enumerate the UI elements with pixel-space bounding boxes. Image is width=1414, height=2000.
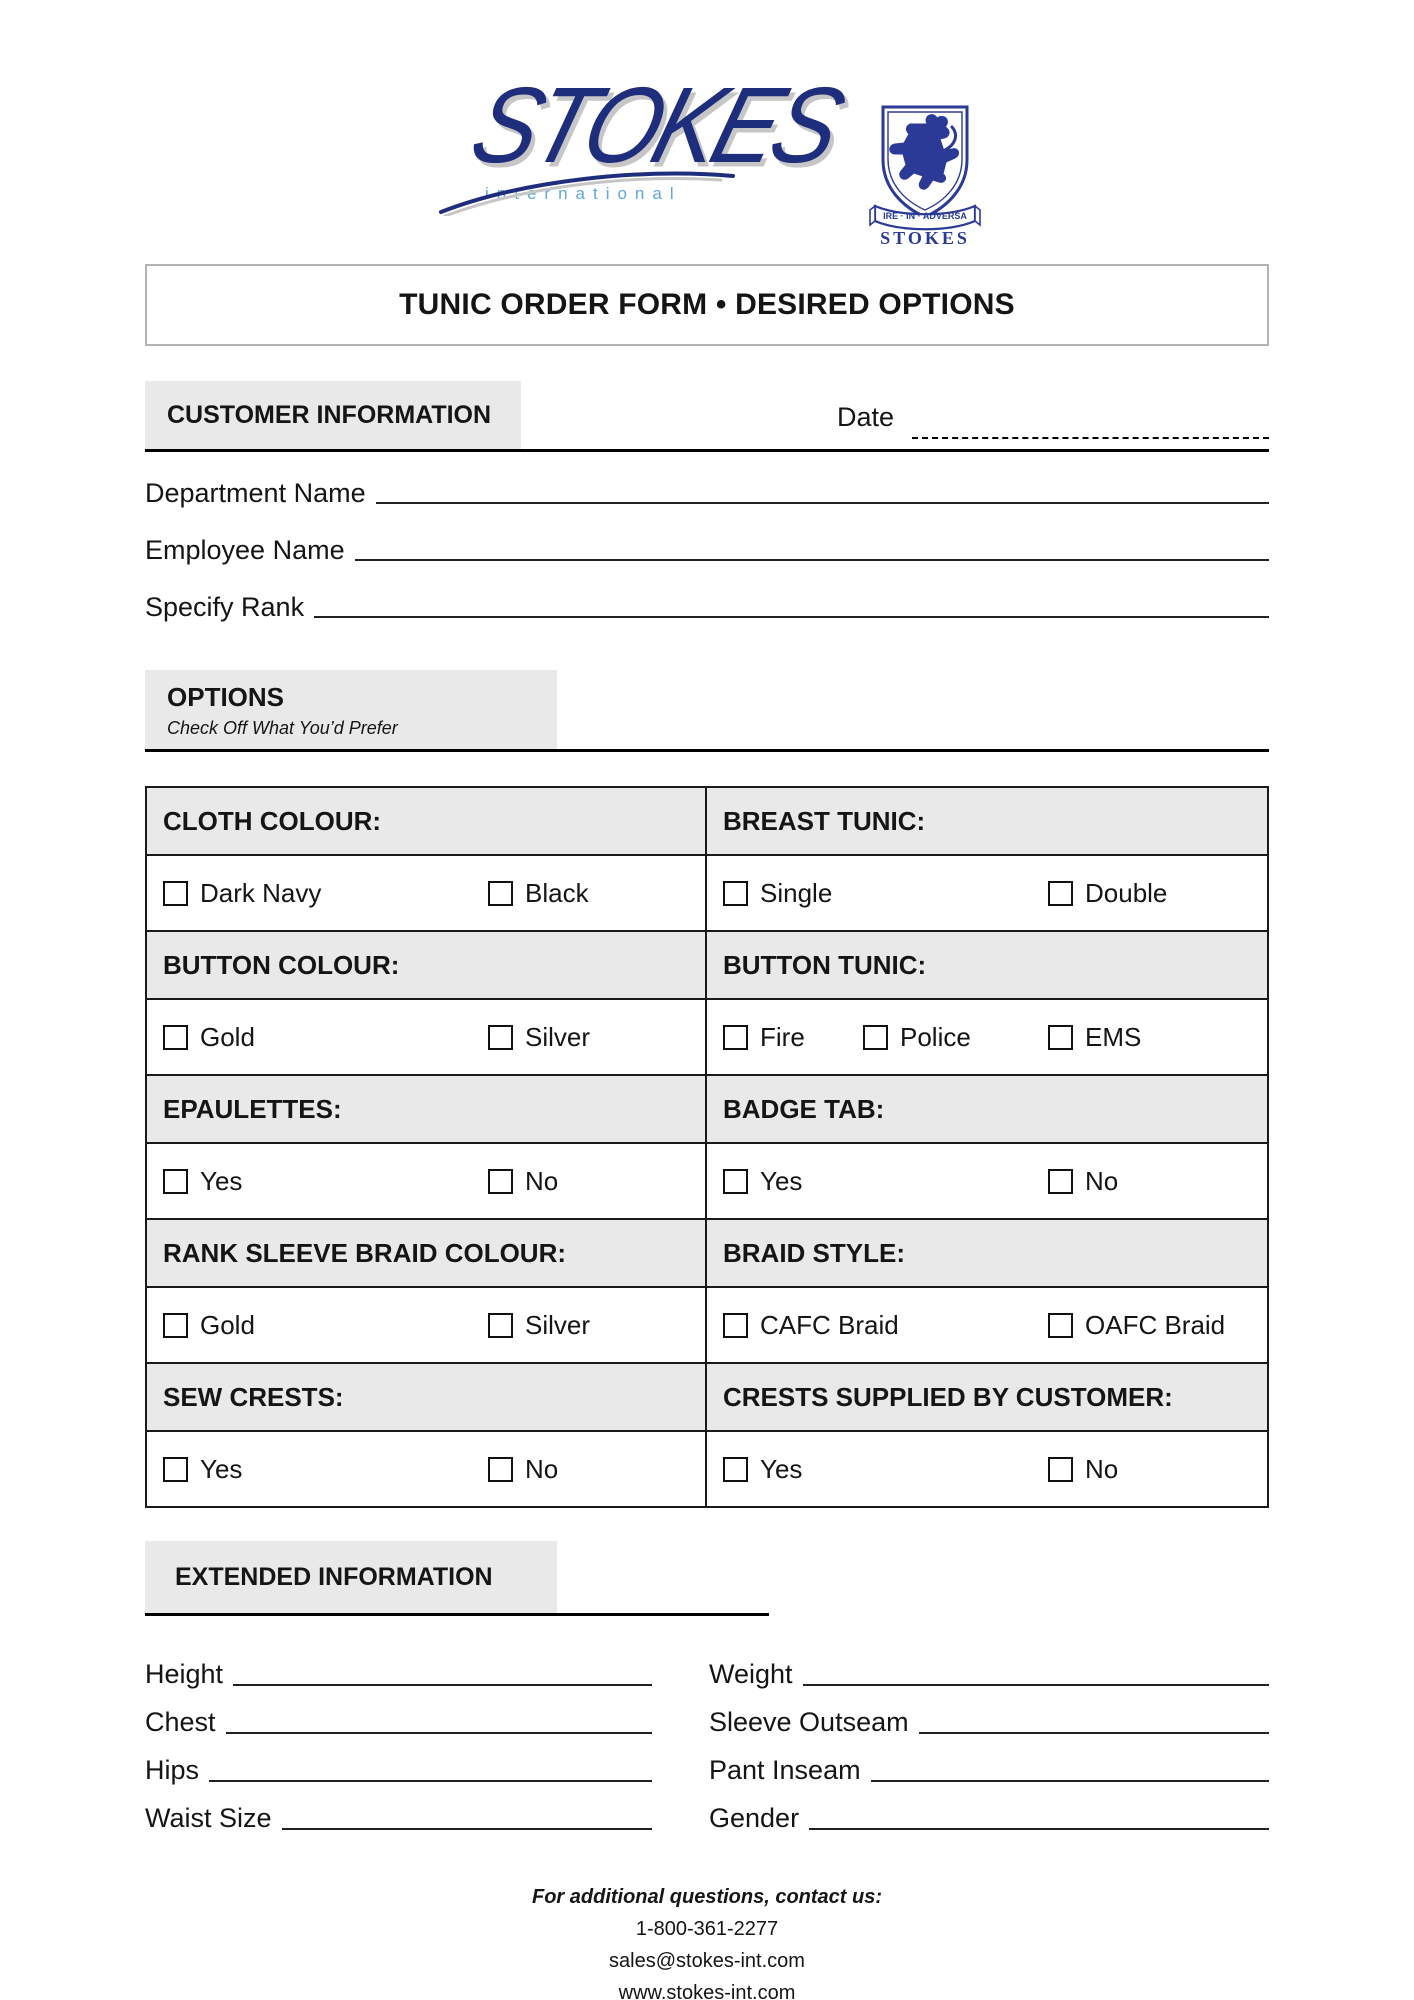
table-options-row	[147, 1000, 1267, 1074]
stokes-crest-icon	[869, 102, 981, 250]
badge-tab-header: BADGE TAB:	[723, 1094, 885, 1124]
option-ems	[1048, 1022, 1141, 1053]
specify-rank-label: Specify Rank	[145, 592, 305, 622]
crest-name: STOKES	[880, 228, 970, 248]
contact-footer	[145, 1886, 1269, 2000]
logo-header	[0, 0, 1414, 252]
department-name-label: Department Name	[145, 478, 366, 508]
button-tunic-header: BUTTON TUNIC:	[723, 950, 927, 980]
gender-input-line[interactable]	[809, 1828, 1269, 1830]
option-badge-tab-yes	[723, 1166, 1048, 1197]
chest-field	[145, 1690, 652, 1738]
table-header-row	[147, 1362, 1267, 1432]
footer-email[interactable]: sales@stokes-int.com	[609, 1950, 805, 1972]
option-black	[488, 878, 589, 909]
option-fire	[723, 1022, 863, 1053]
option-button-silver-label: Silver	[525, 1021, 591, 1052]
crests-supplied-options	[707, 1432, 1267, 1506]
specify-rank-input-line[interactable]	[314, 616, 1269, 618]
table-options-row	[147, 1288, 1267, 1362]
extended-fields-grid	[145, 1642, 1269, 1834]
options-subheading: Check Off What You’d Prefer	[167, 718, 398, 738]
employee-name-input-line[interactable]	[355, 559, 1269, 561]
option-button-silver	[488, 1022, 590, 1053]
epaulettes-header: EPAULETTES:	[147, 1076, 707, 1142]
option-double	[1048, 878, 1167, 909]
chest-label: Chest	[145, 1707, 216, 1737]
table-header-row	[147, 930, 1267, 1000]
checkbox-crests-supplied-no[interactable]	[1048, 1457, 1073, 1482]
checkbox-epaulettes-no[interactable]	[488, 1169, 513, 1194]
chest-input-line[interactable]	[226, 1732, 652, 1734]
options-heading: OPTIONS	[167, 682, 285, 712]
date-field	[837, 381, 1269, 449]
option-braid-silver-label: Silver	[525, 1309, 591, 1340]
option-crests-supplied-yes-label: Yes	[760, 1453, 803, 1484]
sleeve-outseam-field	[709, 1690, 1269, 1738]
option-oafc-braid	[1048, 1310, 1225, 1341]
customer-information-header-row	[145, 381, 1269, 449]
employee-name-label: Employee Name	[145, 535, 345, 565]
checkbox-ems[interactable]	[1048, 1025, 1073, 1050]
extended-section-rule	[145, 1613, 769, 1616]
option-sew-crests-yes	[163, 1454, 488, 1485]
customer-information-heading: CUSTOMER INFORMATION	[145, 381, 521, 449]
button-colour-header: BUTTON COLOUR:	[147, 932, 707, 998]
weight-label: Weight	[709, 1659, 793, 1689]
gender-field	[709, 1786, 1269, 1834]
table-options-row	[147, 856, 1267, 930]
checkbox-oafc-braid[interactable]	[1048, 1313, 1073, 1338]
option-epaulettes-yes-label: Yes	[200, 1165, 243, 1196]
crest-motto: IRE · IN · ADVERSA	[883, 211, 967, 221]
checkbox-epaulettes-yes[interactable]	[163, 1169, 188, 1194]
footer-phone: 1-800-361-2277	[635, 1918, 779, 1940]
option-braid-silver	[488, 1310, 590, 1341]
option-oafc-braid-label: OAFC Braid	[1085, 1309, 1226, 1340]
button-colour-options	[147, 1000, 707, 1074]
table-options-row	[147, 1432, 1267, 1506]
option-sew-crests-no	[488, 1454, 558, 1485]
checkbox-badge-tab-no[interactable]	[1048, 1169, 1073, 1194]
cloth-colour-header: CLOTH COLOUR:	[147, 788, 707, 854]
option-crests-supplied-yes	[723, 1454, 1048, 1485]
department-name-input-line[interactable]	[376, 502, 1269, 504]
option-cafc-braid	[723, 1310, 1048, 1341]
weight-field	[709, 1642, 1269, 1690]
option-badge-tab-yes-label: Yes	[760, 1165, 803, 1196]
checkbox-fire[interactable]	[723, 1025, 748, 1050]
option-epaulettes-yes	[163, 1166, 488, 1197]
department-name-field	[145, 452, 1269, 509]
pant-inseam-field	[709, 1738, 1269, 1786]
option-crests-supplied-no	[1048, 1454, 1118, 1485]
option-dark-navy	[163, 878, 488, 909]
rank-sleeve-braid-colour-header: RANK SLEEVE BRAID COLOUR:	[147, 1220, 707, 1286]
checkbox-police[interactable]	[863, 1025, 888, 1050]
checkbox-crests-supplied-yes[interactable]	[723, 1457, 748, 1482]
option-single	[723, 878, 1048, 909]
date-label: Date	[837, 402, 895, 432]
waist-size-field	[145, 1786, 652, 1834]
option-button-gold	[163, 1022, 488, 1053]
sleeve-outseam-label: Sleeve Outseam	[709, 1707, 909, 1737]
option-fire-label: Fire	[760, 1021, 805, 1052]
breast-tunic-options	[707, 856, 1267, 930]
sew-crests-options	[147, 1432, 707, 1506]
option-police	[863, 1022, 1048, 1053]
form-title: TUNIC ORDER FORM • DESIRED OPTIONS	[399, 288, 1015, 321]
date-input-line[interactable]	[912, 437, 1269, 439]
checkbox-braid-silver[interactable]	[488, 1313, 513, 1338]
table-options-row	[147, 1144, 1267, 1218]
option-police-label: Police	[900, 1021, 971, 1052]
checkbox-single[interactable]	[723, 881, 748, 906]
stokes-logo	[433, 65, 853, 204]
form-title-box	[145, 264, 1269, 346]
badge-tab-options	[707, 1144, 1267, 1218]
checkbox-button-silver[interactable]	[488, 1025, 513, 1050]
cloth-colour-options	[147, 856, 707, 930]
crests-supplied-header: CRESTS SUPPLIED BY CUSTOMER:	[723, 1382, 1173, 1412]
braid-style-header: BRAID STYLE:	[723, 1238, 905, 1268]
footer-website[interactable]: www.stokes-int.com	[618, 1982, 796, 2000]
option-button-gold-label: Gold	[200, 1021, 255, 1052]
options-heading-box	[145, 670, 557, 749]
logo-subtitle: international	[485, 184, 682, 203]
checkbox-black[interactable]	[488, 881, 513, 906]
height-field	[145, 1642, 652, 1690]
options-section-rule	[145, 749, 1269, 752]
option-braid-gold	[163, 1310, 488, 1341]
employee-name-field	[145, 509, 1269, 566]
hips-field	[145, 1738, 652, 1786]
table-header-row	[147, 1074, 1267, 1144]
gender-label: Gender	[709, 1803, 800, 1833]
checkbox-dark-navy[interactable]	[163, 881, 188, 906]
option-crests-supplied-no-label: No	[1085, 1453, 1119, 1484]
hips-input-line[interactable]	[209, 1780, 652, 1782]
option-cafc-braid-label: CAFC Braid	[760, 1309, 899, 1340]
checkbox-braid-gold[interactable]	[163, 1313, 188, 1338]
braid-style-options	[707, 1288, 1267, 1362]
option-badge-tab-no	[1048, 1166, 1118, 1197]
weight-input-line[interactable]	[803, 1684, 1269, 1686]
rank-sleeve-braid-colour-options	[147, 1288, 707, 1362]
options-table	[145, 786, 1269, 1508]
option-epaulettes-no	[488, 1166, 558, 1197]
option-sew-crests-no-label: No	[525, 1453, 559, 1484]
checkbox-badge-tab-yes[interactable]	[723, 1169, 748, 1194]
checkbox-cafc-braid[interactable]	[723, 1313, 748, 1338]
breast-tunic-header: BREAST TUNIC:	[723, 806, 926, 836]
pant-inseam-label: Pant Inseam	[709, 1755, 861, 1785]
checkbox-double[interactable]	[1048, 881, 1073, 906]
sew-crests-header: SEW CRESTS:	[147, 1364, 707, 1430]
epaulettes-options	[147, 1144, 707, 1218]
option-braid-gold-label: Gold	[200, 1309, 255, 1340]
options-header-row	[145, 670, 1269, 749]
table-header-row	[147, 1218, 1267, 1288]
option-sew-crests-yes-label: Yes	[200, 1453, 243, 1484]
option-ems-label: EMS	[1085, 1021, 1142, 1052]
specify-rank-field	[145, 566, 1269, 623]
checkbox-sew-crests-yes[interactable]	[163, 1457, 188, 1482]
waist-size-label: Waist Size	[145, 1803, 272, 1833]
button-tunic-options	[707, 1000, 1267, 1074]
option-double-label: Double	[1085, 877, 1168, 908]
footer-heading: For additional questions, contact us:	[531, 1886, 883, 1908]
option-black-label: Black	[525, 877, 589, 908]
option-single-label: Single	[760, 877, 833, 908]
height-label: Height	[145, 1659, 224, 1689]
option-badge-tab-no-label: No	[1085, 1165, 1119, 1196]
checkbox-button-gold[interactable]	[163, 1025, 188, 1050]
sleeve-outseam-input-line[interactable]	[919, 1732, 1269, 1734]
checkbox-sew-crests-no[interactable]	[488, 1457, 513, 1482]
extended-information-heading: EXTENDED INFORMATION	[145, 1541, 557, 1613]
option-epaulettes-no-label: No	[525, 1165, 559, 1196]
height-input-line[interactable]	[233, 1684, 652, 1686]
pant-inseam-input-line[interactable]	[871, 1780, 1269, 1782]
table-header-row	[147, 788, 1267, 856]
stokes-wordmark: STOKES	[459, 65, 852, 186]
hips-label: Hips	[145, 1755, 200, 1785]
waist-size-input-line[interactable]	[282, 1828, 652, 1830]
option-dark-navy-label: Dark Navy	[200, 877, 322, 908]
